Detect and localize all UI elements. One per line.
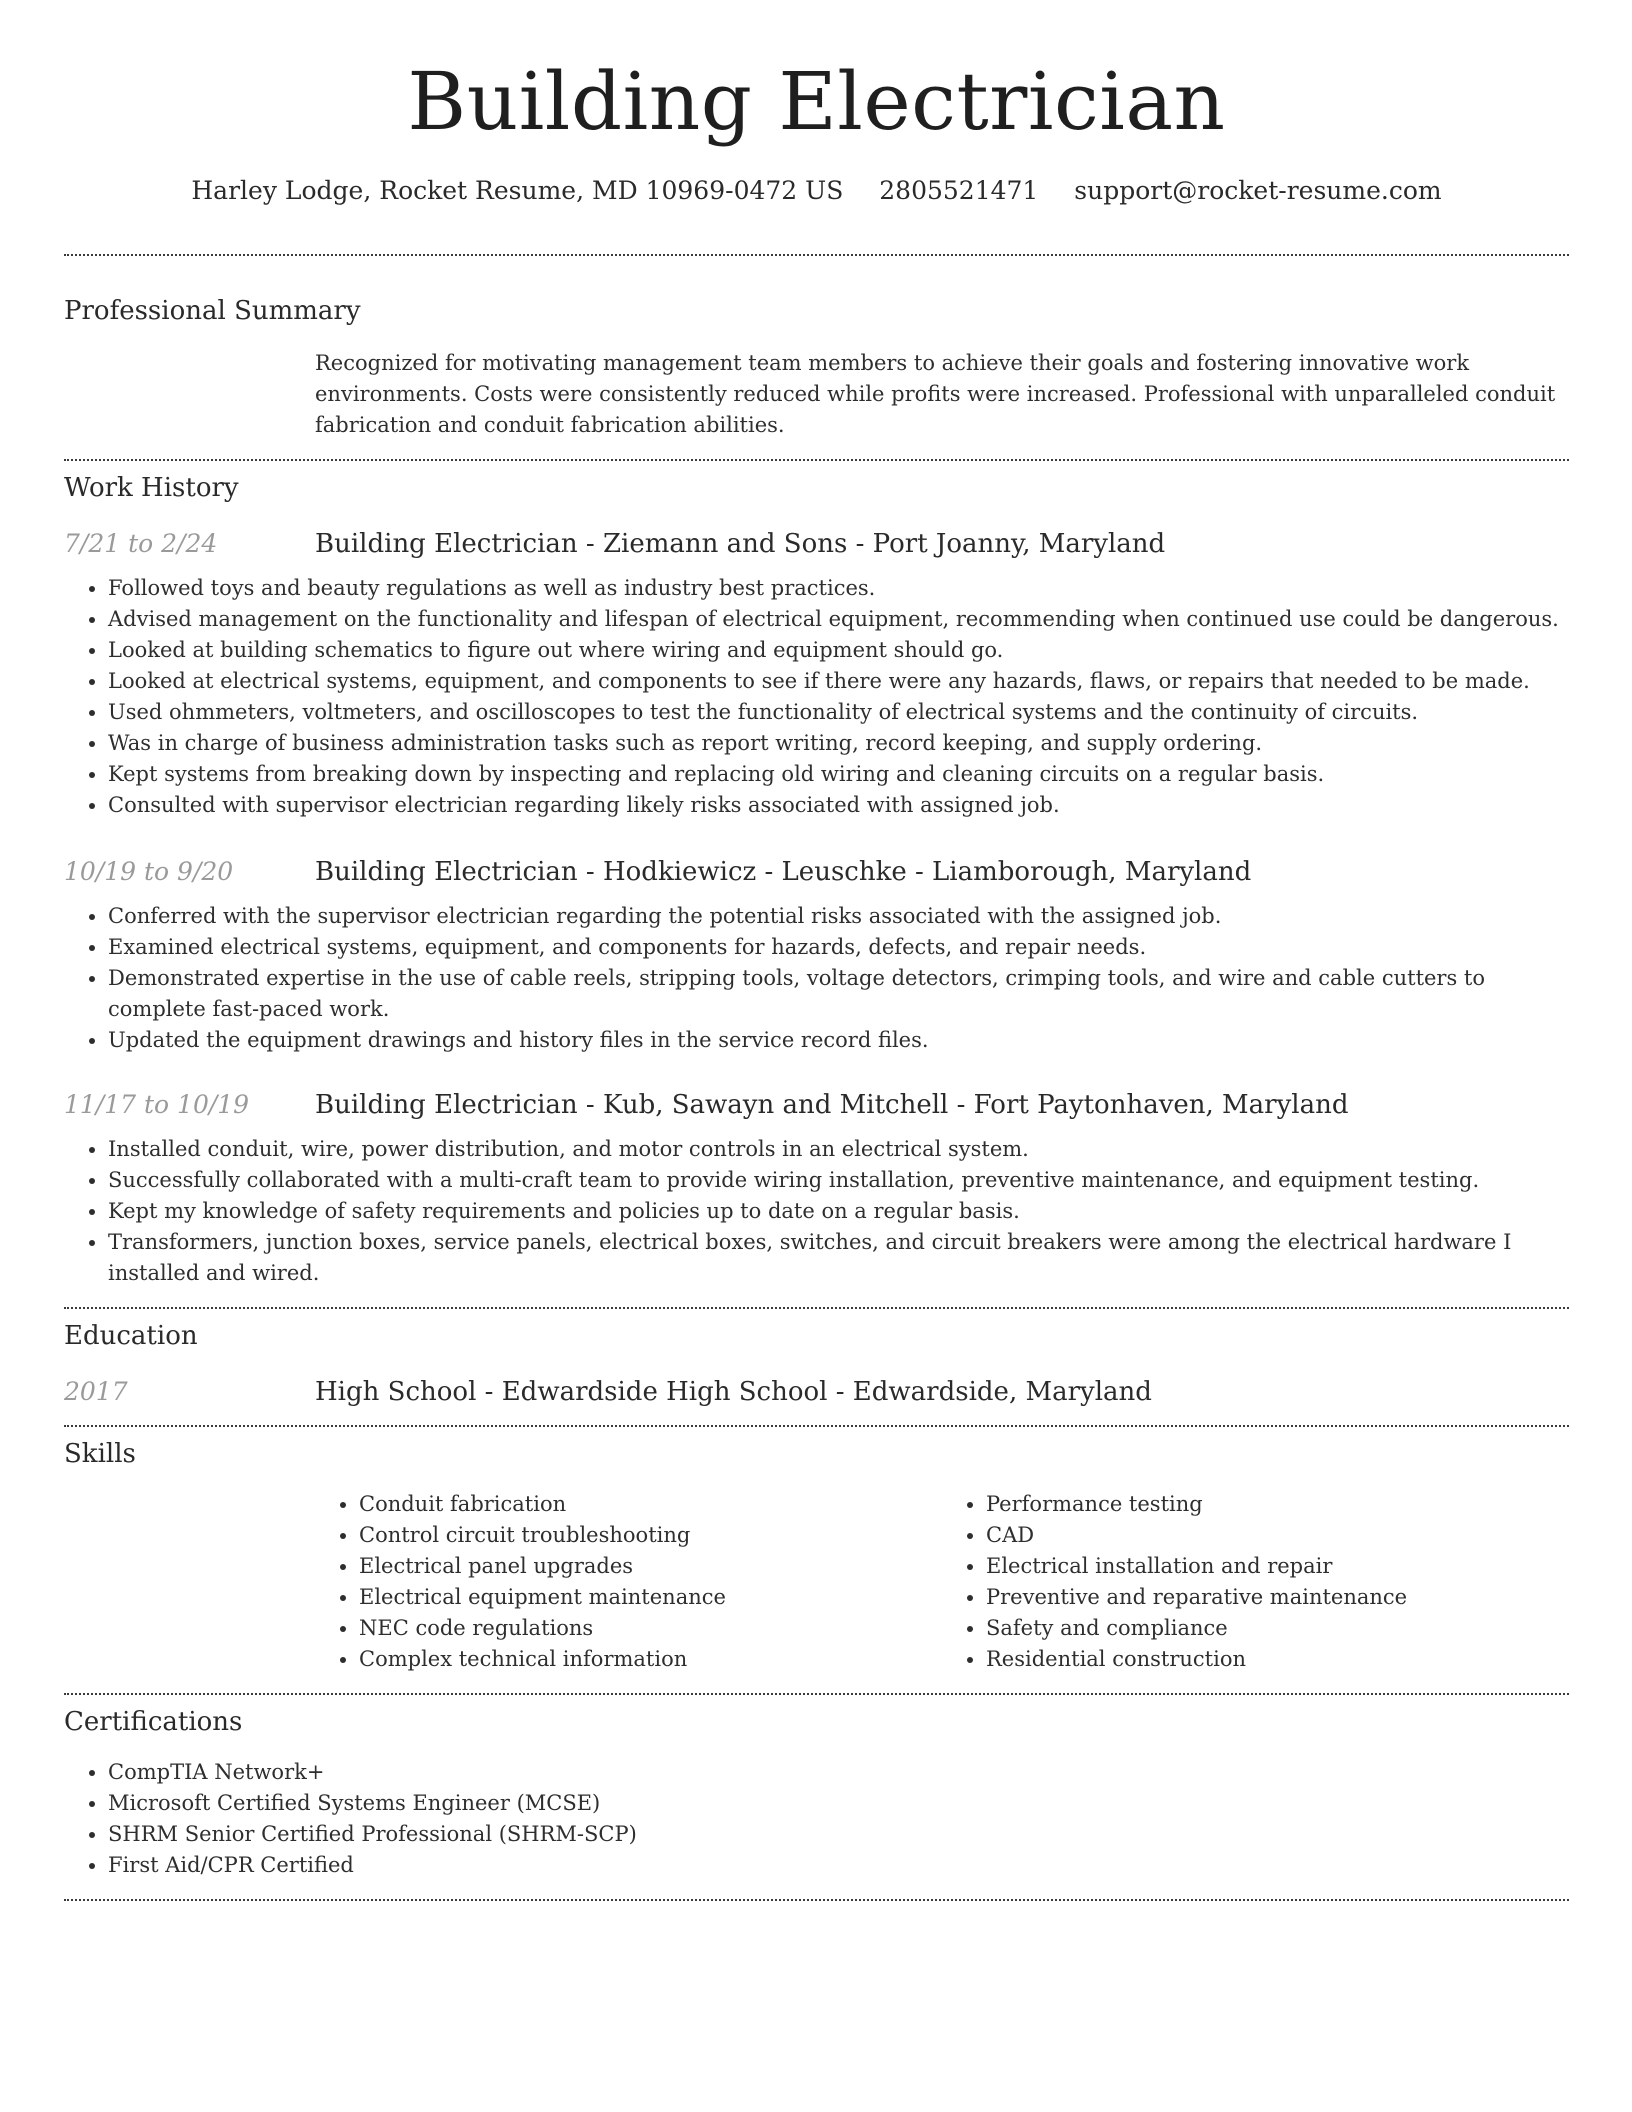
skills-list-right — [942, 1489, 1569, 1675]
section-title-summary: Professional Summary — [64, 296, 361, 326]
list-item: • Conferred with the supervisor electrician regarding the potential risks associated with the assigned job. — [108, 901, 1569, 932]
job-heading: Building Electrician - Ziemann and Sons - Port Joanny, Maryland — [315, 529, 1166, 559]
list-item: • Updated the equipment drawings and history files in the service record files. — [108, 1025, 1569, 1056]
job-heading: Building Electrician - Hodkiewicz - Leuschke - Liamborough, Maryland — [315, 857, 1252, 887]
job-entry — [64, 529, 1569, 821]
job-dates: 10/19 to 9/20 — [64, 857, 234, 886]
list-item: • NEC code regulations — [359, 1613, 942, 1644]
section-divider — [64, 1307, 1569, 1309]
section-divider — [64, 1693, 1569, 1695]
job-bullets — [64, 573, 1569, 821]
job-entry — [64, 857, 1569, 1056]
list-item: • Conduit fabrication — [359, 1489, 942, 1520]
list-item: • Demonstrated expertise in the use of cable reels, stripping tools, voltage detectors, crimping tools, and wire and cable cutters to complete fast-paced work. — [108, 963, 1569, 1025]
job-header — [64, 1090, 1569, 1120]
list-item: • SHRM Senior Certified Professional (SHRM-SCP) — [108, 1819, 1569, 1850]
skills-list-left — [315, 1489, 942, 1675]
section-divider — [64, 459, 1569, 461]
list-item: • First Aid/CPR Certified — [108, 1850, 1569, 1881]
contact-phone: 2805521471 — [879, 176, 1039, 205]
list-item: • Looked at electrical systems, equipment, and components to see if there were any hazards, flaws, or repairs that needed to be made. — [108, 666, 1569, 697]
list-item: • Complex technical information — [359, 1644, 942, 1675]
certifications-list — [64, 1757, 1569, 1881]
resume-page — [64, 0, 1569, 1901]
section-divider — [64, 1425, 1569, 1427]
job-header — [64, 529, 1569, 559]
contact-address: Harley Lodge, Rocket Resume, MD 10969-0472 US — [191, 176, 844, 205]
list-item: • Kept systems from breaking down by inspecting and replacing old wiring and cleaning circuits on a regular basis. — [108, 759, 1569, 790]
list-item: • Looked at building schematics to figure out where wiring and equipment should go. — [108, 635, 1569, 666]
list-item: • Consulted with supervisor electrician regarding likely risks associated with assigned job. — [108, 790, 1569, 821]
section-title-education: Education — [64, 1321, 198, 1351]
job-bullets — [64, 1134, 1569, 1289]
skills-columns — [315, 1489, 1569, 1675]
education-section — [64, 1321, 1569, 1407]
section-divider — [64, 1899, 1569, 1901]
education-heading: High School - Edwardside High School - Edwardside, Maryland — [315, 1377, 1152, 1407]
list-item: • Transformers, junction boxes, service panels, electrical boxes, switches, and circuit breakers were among the electrical hardware I installed and wired. — [108, 1227, 1569, 1289]
list-item: • Preventive and reparative maintenance — [986, 1582, 1569, 1613]
list-item: • Successfully collaborated with a multi-craft team to provide wiring installation, preventive maintenance, and equipment testing. — [108, 1165, 1569, 1196]
list-item: • Installed conduit, wire, power distribution, and motor controls in an electrical system. — [108, 1134, 1569, 1165]
education-dates: 2017 — [64, 1377, 128, 1406]
summary-section — [64, 296, 1569, 441]
list-item: • Electrical equipment maintenance — [359, 1582, 942, 1613]
list-item: • Used ohmmeters, voltmeters, and oscilloscopes to test the functionality of electrical systems and the continuity of circuits. — [108, 697, 1569, 728]
job-bullets — [64, 901, 1569, 1056]
list-item: • Residential construction — [986, 1644, 1569, 1675]
section-title-work-history: Work History — [64, 473, 239, 503]
job-heading: Building Electrician - Kub, Sawayn and Mitchell - Fort Paytonhaven, Maryland — [315, 1090, 1349, 1120]
section-divider — [64, 254, 1569, 256]
skills-section — [64, 1439, 1569, 1675]
contact-email: support@rocket-resume.com — [1074, 176, 1442, 205]
job-dates: 7/21 to 2/24 — [64, 529, 218, 558]
list-item: • Electrical panel upgrades — [359, 1551, 942, 1582]
list-item: • Control circuit troubleshooting — [359, 1520, 942, 1551]
list-item: • Advised management on the functionality and lifespan of electrical equipment, recommending when continued use could be dangerous. — [108, 604, 1569, 635]
candidate-name: Building Electrician — [407, 55, 1226, 148]
contact-line — [64, 174, 1569, 208]
list-item: • Electrical installation and repair — [986, 1551, 1569, 1582]
list-item: • Examined electrical systems, equipment, and components for hazards, defects, and repair needs. — [108, 932, 1569, 963]
list-item: • Kept my knowledge of safety requirements and policies up to date on a regular basis. — [108, 1196, 1569, 1227]
list-item: • Was in charge of business administration tasks such as report writing, record keeping, and supply ordering. — [108, 728, 1569, 759]
job-dates: 11/17 to 10/19 — [64, 1090, 250, 1119]
job-entry — [64, 1090, 1569, 1289]
education-entry — [64, 1377, 1569, 1407]
resume-header — [64, 0, 1569, 208]
work-history-section — [64, 473, 1569, 1289]
summary-text: Recognized for motivating management team members to achieve their goals and fostering innovative work environments. Costs were consistently reduced while profits were increased. Professional with unparalleled conduit fabrication and conduit fabrication abilities. — [315, 351, 1556, 437]
section-title-certifications: Certifications — [64, 1707, 243, 1737]
list-item: • Safety and compliance — [986, 1613, 1569, 1644]
list-item: • Performance testing — [986, 1489, 1569, 1520]
list-item: • Microsoft Certified Systems Engineer (MCSE) — [108, 1788, 1569, 1819]
list-item: • CAD — [986, 1520, 1569, 1551]
list-item: • CompTIA Network+ — [108, 1757, 1569, 1788]
list-item: • Followed toys and beauty regulations as well as industry best practices. — [108, 573, 1569, 604]
job-header — [64, 857, 1569, 887]
section-title-skills: Skills — [64, 1439, 136, 1469]
certifications-section — [64, 1707, 1569, 1881]
